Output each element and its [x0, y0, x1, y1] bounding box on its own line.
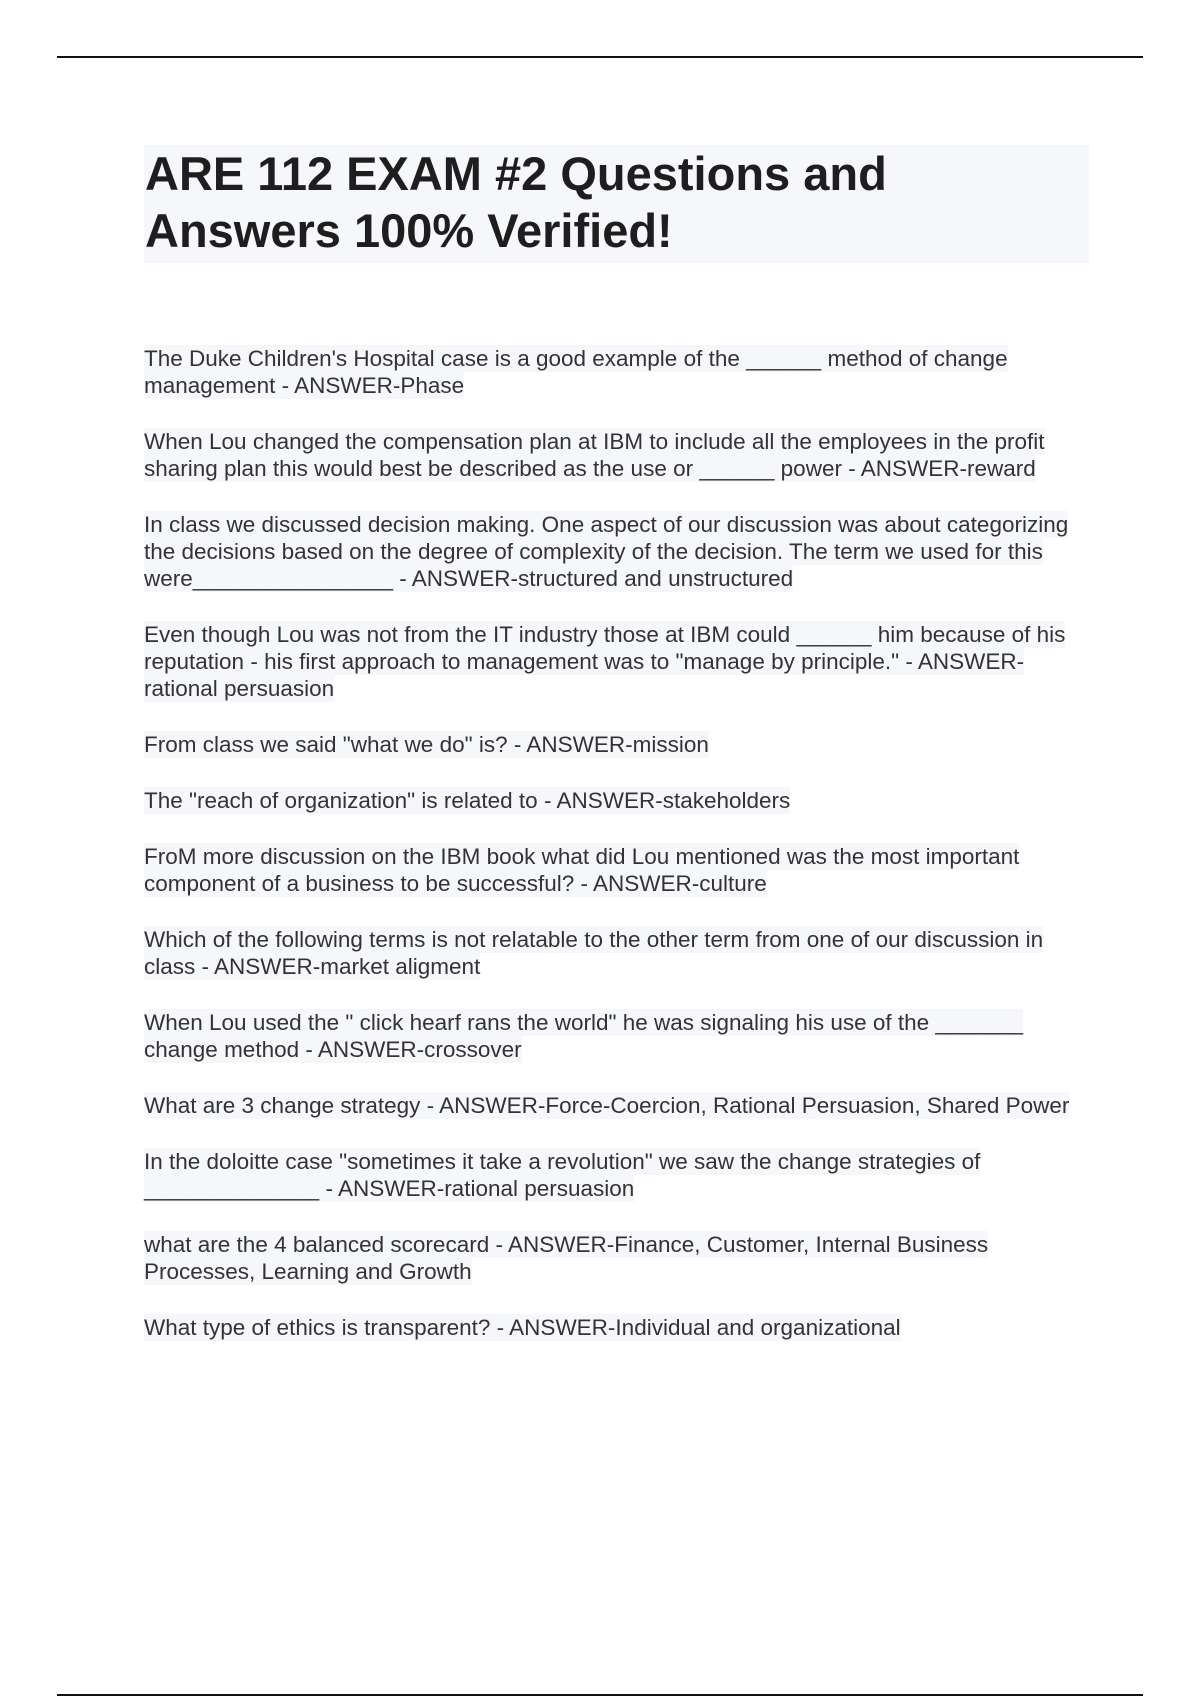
top-divider — [57, 56, 1143, 58]
qa-item-text: In class we discussed decision making. One aspect of our discussion was about categorizing the decisions based on the degree of complexity of the decision. The term we used for this were________________ - ANSWER-structured and unstructured — [144, 512, 1069, 591]
qa-item-text: FroM more discussion on the IBM book what did Lou mentioned was the most important component of a business to be successful? - ANSWER-culture — [144, 844, 1020, 896]
qa-item-2 — [144, 428, 1089, 482]
qa-item-3 — [144, 511, 1089, 592]
qa-item-text: When Lou used the " click hearf rans the world" he was signaling his use of the _______ change method - ANSWER-crossover — [144, 1010, 1024, 1062]
qa-item-text: When Lou changed the compensation plan at IBM to include all the employees in the profit sharing plan this would best be described as the use or ______ power - ANSWER-reward — [144, 429, 1045, 481]
qa-item-text: In the doloitte case "sometimes it take a revolution" we saw the change strategies of ______________ - ANSWER-rational persuasion — [144, 1149, 981, 1201]
qa-item-11 — [144, 1148, 1089, 1202]
qa-item-text: From class we said "what we do" is? - ANSWER-mission — [144, 732, 709, 757]
qa-item-text: what are the 4 balanced scorecard - ANSWER-Finance, Customer, Internal Business Processes, Learning and Growth — [144, 1232, 989, 1284]
qa-item-text: Even though Lou was not from the IT industry those at IBM could ______ him because of his reputation - his first approach to management was to "manage by principle." - ANSWER-rational persuasion — [144, 622, 1066, 701]
qa-item-5 — [144, 731, 1089, 758]
qa-item-text: The Duke Children's Hospital case is a good example of the ______ method of change management - ANSWER-Phase — [144, 346, 1008, 398]
qa-item-text: What are 3 change strategy - ANSWER-Force-Coercion, Rational Persuasion, Shared Power — [144, 1093, 1070, 1118]
qa-item-7 — [144, 843, 1089, 897]
qa-item-1 — [144, 345, 1089, 399]
qa-item-4 — [144, 621, 1089, 702]
qa-item-6 — [144, 787, 1089, 814]
qa-item-9 — [144, 1009, 1089, 1063]
qa-item-text: Which of the following terms is not relatable to the other term from one of our discussion in class - ANSWER-market aligment — [144, 927, 1044, 979]
qa-item-8 — [144, 926, 1089, 980]
bottom-divider — [57, 1694, 1143, 1696]
qa-item-12 — [144, 1231, 1089, 1285]
qa-item-text: The "reach of organization" is related to - ANSWER-stakeholders — [144, 788, 791, 813]
qa-item-text: What type of ethics is transparent? - ANSWER-Individual and organizational — [144, 1315, 901, 1340]
document-body — [144, 145, 1089, 1370]
qa-list — [144, 345, 1089, 1341]
qa-item-13 — [144, 1314, 1089, 1341]
qa-item-10 — [144, 1092, 1089, 1119]
document-title: ARE 112 EXAM #2 Questions and Answers 100% Verified! — [144, 145, 1089, 263]
